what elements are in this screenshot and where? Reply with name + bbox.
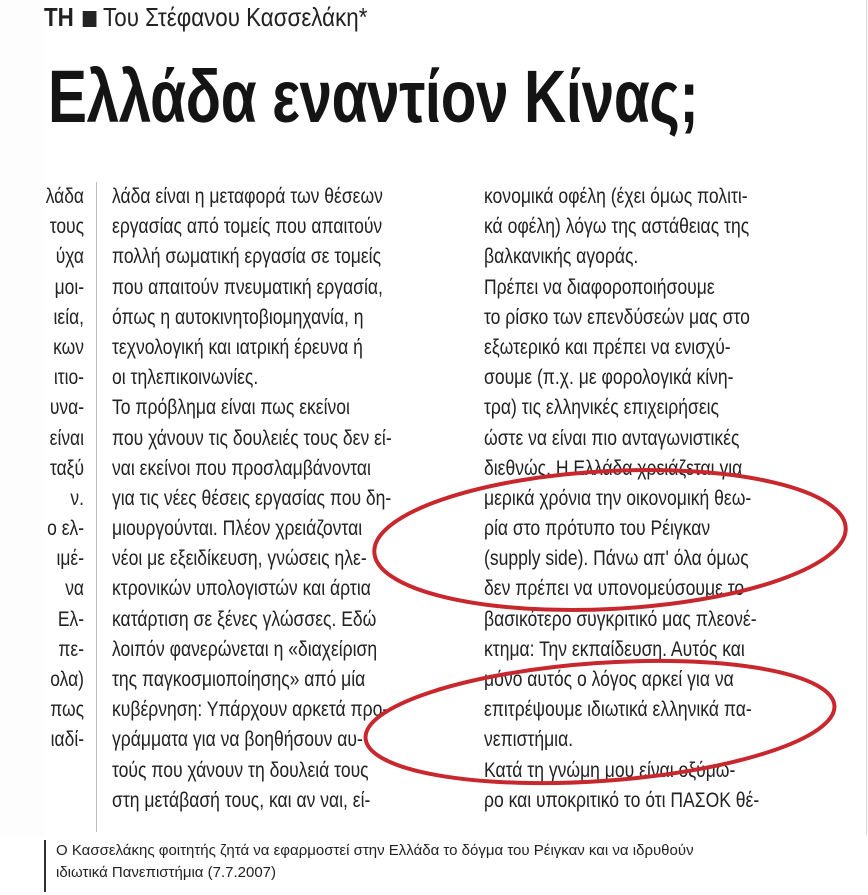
text-line: ύχα (55, 245, 84, 269)
text-line: πε- (58, 637, 84, 661)
text-line: τους (49, 215, 84, 239)
text-line: ιμέ- (56, 547, 84, 571)
text-line: εξωτερικό και πρέπει να ενισχύ- (484, 335, 731, 359)
text-line: Κατά τη γνώμη μου είναι οξύμω- (484, 758, 736, 782)
text-line: Ελ- (57, 607, 84, 631)
byline: Του Στέφανου Κασσελάκη* (103, 2, 368, 32)
text-line: (supply side). Πάνω απ' όλα όμως (484, 547, 749, 571)
text-line: κυβέρνηση: Υπάρχουν αρκετά προ- (112, 698, 389, 722)
text-line: κά οφέλη) λόγω της αστάθειας της (484, 215, 750, 239)
text-line: λοιπόν φανερώνεται η «διαχείριση (112, 637, 378, 661)
text-line: μόνο αυτός ο λόγος αρκεί για να (484, 668, 734, 691)
text-line: είναι (49, 426, 84, 450)
text-line: λάδα (45, 185, 84, 208)
text-line: υνα- (49, 396, 84, 420)
text-line: της παγκοσμιοποίησης» από μία (112, 668, 366, 691)
red-circle-highlight (361, 647, 838, 797)
text-line: όπως η αυτοκινητοβιομηχανία, η (112, 305, 364, 329)
text-line: ιεία, (53, 305, 84, 329)
text-line: Το πρόβλημα είναι πως εκείνοι (112, 396, 350, 420)
page-margin (0, 0, 44, 835)
text-line: ταξύ (49, 456, 84, 480)
text-line: Πρέπει να διαφοροποιήσουμε (484, 275, 715, 299)
text-line: για τις νέες θέσεις εργασίας που δη- (112, 486, 392, 510)
text-line: πολλή σωματική εργασία σε τομείς (112, 245, 382, 269)
red-circle-highlight (371, 459, 850, 622)
text-line: επιτρέψουμε ιδιωτικά ελληνικά πα- (484, 698, 752, 722)
text-line: κονομικά οφέλη (έχει όμως πολιτι- (484, 185, 748, 208)
text-line: κατάρτιση σε ξένες γλώσσες. Εδώ (112, 607, 377, 631)
text-line: σουμε (π.χ. με φορολογικά κίνη- (484, 366, 734, 390)
text-line: ώστε να είναι πιο ανταγωνιστικές (484, 426, 740, 450)
text-line: οι τηλεπικοινωνίες. (112, 366, 259, 390)
text-line: κων (53, 335, 84, 359)
text-line: βασικότερο συγκριτικό μας πλεονέ- (484, 607, 757, 631)
text-line: νέοι με εξειδίκευση, γνώσεις ηλε- (112, 547, 367, 571)
text-line: ιαδί- (50, 728, 84, 752)
text-line: κτημα: Την εκπαίδευση. Αυτός και (484, 637, 745, 661)
section-label: ΤΗ (44, 2, 74, 32)
text-line: βαλκανικής αγοράς. (484, 245, 639, 269)
highlight-marks (44, 0, 866, 835)
text-line: γράμματα για να βοηθήσουν αυ- (112, 728, 363, 752)
newspaper-clipping (44, 0, 867, 835)
text-line: μερικά χρόνια την οικονομική θεω- (484, 486, 752, 510)
text-line: διεθνώς. Η Ελλάδα χρειάζεται για (484, 456, 743, 480)
text-line: στη μετάβασή τους, και αν ναι, εί- (112, 788, 371, 812)
text-line: ρο και υποκριτικό το ότι ΠΑΣΟΚ θέ- (484, 788, 760, 812)
text-line: δεν πρέπει να υπονομεύσουμε το (484, 577, 745, 601)
text-line: ρία στο πρότυπο του Ρέιγκαν (484, 517, 711, 541)
text-line: να (65, 577, 84, 601)
caption-line: Ο Κασσελάκης φοιτητής ζητά να εφαρμοστεί στην Ελλάδα το δόγμα του Ρέιγκαν και να ιδρυθούν (56, 842, 694, 859)
text-line: τεχνολογική και ιατρική έρευνα ή (112, 335, 363, 359)
text-line: κτρονικών υπολογιστών και άρτια (112, 577, 371, 601)
text-line: τούς που χάνουν τη δουλειά τους (112, 758, 369, 782)
text-line: πως (50, 698, 84, 722)
text-line: εργασίας από τομείς που απαιτούν (112, 215, 383, 239)
text-line: που χάνουν τις δουλειές τους δεν εί- (112, 426, 392, 450)
headline: Ελλάδα εναντίον Κίνας; (48, 55, 699, 138)
text-line: ιτιο- (53, 366, 84, 390)
text-line: ο ελ- (47, 517, 84, 541)
text-line: μιουργούνται. Πλέον χρειάζονται (112, 517, 363, 541)
image-caption (44, 840, 804, 892)
text-line: τρα) τις ελληνικές επιχειρήσεις (484, 396, 720, 420)
text-line: λάδα είναι η μεταφορά των θέσεων (112, 185, 383, 208)
text-line: ναι εκείνοι που προσλαμβάνονται (112, 456, 371, 480)
caption-line: ιδιωτικά Πανεπιστήμια (7.7.2007) (56, 864, 277, 881)
text-line: το ρίσκο των επενδύσεών μας στο (484, 305, 750, 329)
text-line: μοι- (54, 275, 84, 299)
text-line: ν. (70, 486, 84, 510)
text-line: που απαιτούν πνευματική εργασία, (112, 275, 383, 299)
text-line: ολα) (50, 668, 84, 691)
text-line: νεπιστήμια. (484, 728, 574, 752)
